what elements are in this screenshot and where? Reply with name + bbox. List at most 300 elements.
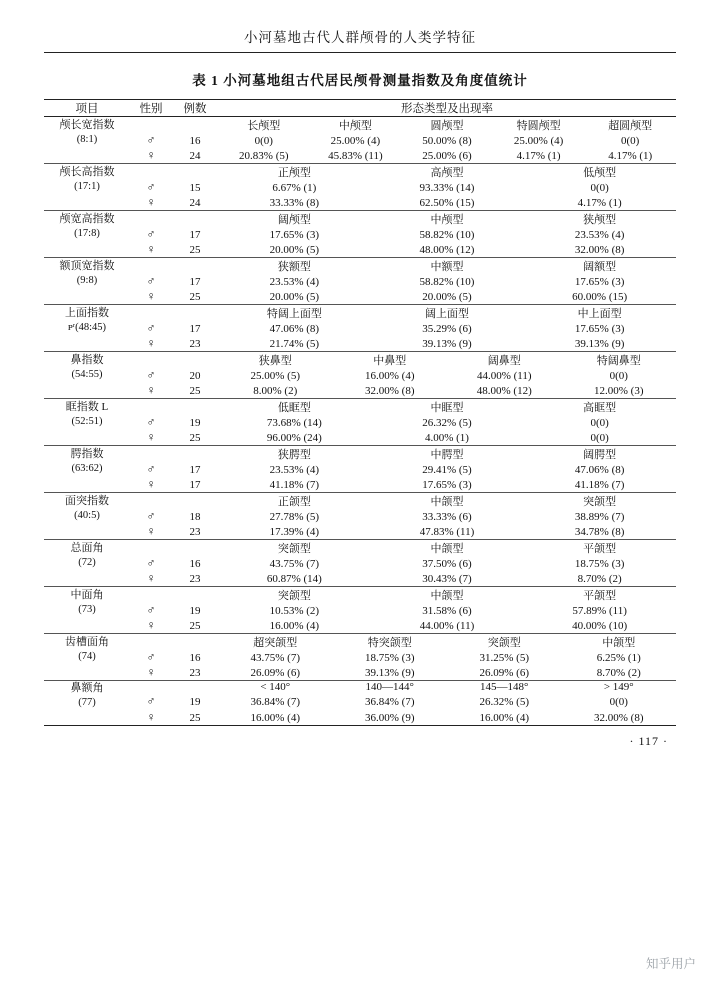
type-row-n-spacer (172, 634, 218, 651)
type-label: 狭额型 (277, 261, 311, 273)
type-labels-cell (218, 446, 676, 463)
row-value: 43.75% (7) (250, 651, 300, 664)
type-label: 平颌型 (583, 543, 617, 555)
row-value: 44.00% (11) (419, 619, 475, 632)
row-value: 57.89% (11) (572, 604, 627, 617)
type-header-row (44, 164, 676, 181)
row-values-cell (218, 524, 676, 540)
type-row-sex-spacer (130, 681, 172, 694)
row-value: 4.17% (1) (516, 149, 561, 162)
row-value: 39.13% (9) (422, 337, 472, 350)
row-count: 23 (189, 337, 201, 350)
type-label: 145—148° (480, 681, 529, 694)
table-row (44, 180, 676, 195)
row-value: 20.83% (5) (239, 149, 289, 162)
type-labels-cell (218, 117, 676, 134)
table-row (44, 665, 676, 681)
type-labels-cell (218, 587, 676, 604)
header-item: 项目 (44, 100, 130, 117)
table-bottom-rule (44, 725, 676, 726)
row-item-label (44, 446, 130, 478)
row-value: 43.75% (7) (269, 557, 320, 570)
row-value: 10.53% (2) (269, 604, 320, 617)
type-label: > 149° (603, 681, 634, 694)
row-value: 33.33% (8) (269, 196, 320, 209)
item-code: (54:55) (71, 368, 103, 380)
type-label: 140—144° (365, 681, 414, 694)
type-label: 中腭型 (430, 449, 464, 461)
row-sex: ♂ (146, 274, 156, 288)
row-value: 4.17% (1) (577, 196, 622, 209)
row-item-spacer (44, 571, 130, 587)
row-count: 17 (189, 275, 201, 288)
row-value: 17.65% (3) (574, 275, 625, 288)
type-label: 阔腭型 (583, 449, 617, 461)
row-value: 0(0) (609, 695, 628, 708)
row-value: 18.75% (3) (574, 557, 625, 570)
row-value: 16.00% (4) (479, 711, 529, 724)
table-row (44, 710, 676, 725)
type-label: 中鼻型 (373, 355, 407, 367)
item-code: (77) (78, 696, 96, 708)
row-sex: ♂ (146, 227, 156, 241)
type-row-sex-spacer (130, 493, 172, 510)
row-value: 31.25% (5) (479, 651, 529, 664)
row-values-cell (218, 321, 676, 336)
running-head: 小河墓地古代人群颅骨的人类学特征 (244, 30, 476, 45)
type-label: 中颅型 (430, 214, 464, 226)
item-name: 额顶宽指数 (59, 259, 115, 272)
table-row (44, 148, 676, 164)
item-name: 上面指数 (65, 306, 109, 319)
type-labels-cell (218, 258, 676, 275)
row-value: 58.82% (10) (419, 228, 475, 241)
item-name: 颅宽高指数 (59, 212, 115, 225)
row-sex: ♀ (146, 524, 156, 538)
type-label: 中颌型 (430, 496, 464, 508)
type-header-row (44, 305, 676, 322)
row-sex: ♀ (146, 665, 156, 679)
row-value: 25.00% (5) (250, 369, 300, 382)
row-value: 8.70% (2) (596, 666, 641, 679)
type-label: 狭腭型 (277, 449, 311, 461)
type-row-n-spacer (172, 587, 218, 604)
table-row (44, 336, 676, 352)
row-item-spacer (44, 289, 130, 305)
item-code: (73) (78, 603, 96, 615)
type-row-n-spacer (172, 117, 218, 134)
row-value: 36.84% (7) (250, 695, 300, 708)
type-labels-cell (218, 211, 676, 228)
type-label: 阔上面型 (424, 308, 469, 320)
row-count: 19 (189, 604, 201, 617)
row-values-cell (218, 336, 676, 352)
row-value: 0(0) (590, 431, 609, 444)
row-count: 16 (189, 134, 201, 147)
row-values-cell (218, 227, 676, 242)
row-value: 17.65% (3) (574, 322, 625, 335)
row-value: 26.09% (6) (479, 666, 529, 679)
row-value: 0(0) (254, 134, 273, 147)
table-row (44, 524, 676, 540)
row-value: 93.33% (14) (419, 181, 475, 194)
row-item-spacer (44, 195, 130, 211)
type-labels-cell (218, 634, 676, 651)
item-name: 齿槽面角 (65, 635, 109, 648)
row-value: 33.33% (6) (422, 510, 472, 523)
row-count: 25 (189, 290, 201, 303)
type-label: 阔颅型 (277, 214, 311, 226)
item-name: 颅长宽指数 (59, 118, 115, 131)
row-values-cell (218, 618, 676, 634)
table-header-row (44, 100, 676, 117)
row-count: 20 (189, 369, 201, 382)
type-label: 圆颅型 (430, 120, 464, 132)
row-item-label (44, 352, 130, 384)
row-values-cell (218, 383, 676, 399)
type-row-sex-spacer (130, 352, 172, 369)
row-value: 20.00% (5) (422, 290, 472, 303)
row-count: 15 (189, 181, 201, 194)
row-value: 39.13% (9) (365, 666, 415, 679)
type-row-n-spacer (172, 681, 218, 694)
row-value: 16.00% (4) (250, 711, 300, 724)
type-header-row (44, 681, 676, 694)
row-count: 16 (189, 651, 201, 664)
type-row-n-spacer (172, 164, 218, 181)
row-value: 0(0) (590, 416, 609, 429)
row-item-spacer (44, 524, 130, 540)
type-label: 高眶型 (583, 402, 617, 414)
row-value: 25.00% (4) (513, 134, 564, 147)
row-item-label (44, 493, 130, 525)
type-label: 中额型 (430, 261, 464, 273)
row-values-cell (218, 665, 676, 681)
table-row (44, 195, 676, 211)
type-labels-cell (218, 399, 676, 416)
row-count: 24 (189, 196, 201, 209)
item-name: 鼻指数 (70, 353, 104, 366)
type-label: 中眶型 (430, 402, 464, 414)
page-number: · 117 · (629, 734, 668, 749)
type-label: 超圆颅型 (608, 120, 653, 132)
row-sex: ♀ (146, 618, 156, 632)
row-value: 0(0) (609, 369, 628, 382)
row-value: 47.06% (8) (269, 322, 320, 335)
row-item-spacer (44, 477, 130, 493)
type-label: 特圆颅型 (516, 120, 561, 132)
row-values-cell (218, 430, 676, 446)
row-sex: ♀ (146, 477, 156, 491)
row-value: 38.89% (7) (574, 510, 625, 523)
type-row-n-spacer (172, 493, 218, 510)
row-value: 0(0) (590, 181, 609, 194)
type-row-sex-spacer (130, 211, 172, 228)
row-values-cell (218, 603, 676, 618)
type-header-row (44, 540, 676, 557)
table-row (44, 618, 676, 634)
row-item-label (44, 117, 130, 149)
type-row-sex-spacer (130, 540, 172, 557)
row-value: 39.13% (9) (574, 337, 625, 350)
item-code: (52:51) (71, 415, 103, 427)
table-row (44, 242, 676, 258)
row-count: 17 (189, 228, 201, 241)
type-label: 特阔鼻型 (596, 355, 641, 367)
type-row-n-spacer (172, 399, 218, 416)
type-header-row (44, 446, 676, 463)
type-header-row (44, 117, 676, 134)
row-value: 21.74% (5) (269, 337, 320, 350)
type-labels-cell (218, 164, 676, 181)
type-label: 突颌型 (277, 543, 311, 555)
type-row-sex-spacer (130, 399, 172, 416)
type-label: 中颅型 (338, 120, 372, 132)
row-value: 16.00% (4) (269, 619, 320, 632)
table-row (44, 430, 676, 446)
row-item-label (44, 258, 130, 290)
row-item-label (44, 399, 130, 431)
type-label: 狭颅型 (583, 214, 617, 226)
row-count: 23 (189, 525, 201, 538)
type-header-row (44, 211, 676, 228)
row-value: 6.67% (1) (272, 181, 317, 194)
type-header-row (44, 352, 676, 369)
type-label: 突颌型 (277, 590, 311, 602)
row-value: 58.82% (10) (419, 275, 475, 288)
type-row-sex-spacer (130, 164, 172, 181)
row-item-spacer (44, 430, 130, 446)
header-sex: 性别 (130, 100, 172, 117)
type-header-row (44, 258, 676, 275)
row-values-cell (218, 556, 676, 571)
row-value: 18.75% (3) (365, 651, 415, 664)
row-sex: ♀ (146, 710, 156, 725)
row-sex: ♂ (146, 556, 156, 570)
row-values-cell (218, 289, 676, 305)
type-header-row (44, 587, 676, 604)
type-label: 突颌型 (583, 496, 617, 508)
row-value: 36.00% (9) (365, 711, 415, 724)
row-value: 6.25% (1) (596, 651, 641, 664)
type-label: 突颌型 (487, 637, 521, 649)
header-n: 例数 (172, 100, 218, 117)
row-count: 17 (189, 463, 201, 476)
row-item-label (44, 681, 130, 711)
row-value: 26.32% (5) (479, 695, 529, 708)
row-item-label (44, 164, 130, 196)
row-item-label (44, 634, 130, 666)
type-labels-cell (218, 352, 676, 369)
row-count: 16 (189, 557, 201, 570)
type-row-n-spacer (172, 211, 218, 228)
type-label: 阔鼻型 (487, 355, 521, 367)
type-labels-cell (218, 493, 676, 510)
row-count: 19 (189, 416, 201, 429)
row-count: 17 (189, 478, 201, 491)
type-label: 超突颌型 (253, 637, 298, 649)
item-name: 眶指数 L (65, 400, 109, 413)
type-label: < 140° (260, 681, 291, 694)
row-value: 37.50% (6) (422, 557, 472, 570)
row-sex: ♂ (146, 462, 156, 476)
row-value: 20.00% (5) (269, 290, 320, 303)
row-sex: ♀ (146, 430, 156, 444)
item-code: (40:5) (74, 509, 100, 521)
type-row-sex-spacer (130, 446, 172, 463)
item-name: 总面角 (70, 541, 104, 554)
table-row (44, 383, 676, 399)
item-code: (17:8) (74, 227, 100, 239)
row-value: 40.00% (10) (572, 619, 628, 632)
row-value: 17.65% (3) (269, 228, 320, 241)
type-label: 狭鼻型 (258, 355, 292, 367)
table-row (44, 368, 676, 383)
row-values-cell (218, 133, 676, 148)
type-label: 特阔上面型 (266, 308, 322, 320)
row-value: 0(0) (621, 134, 640, 147)
item-code: (8:1) (76, 133, 98, 145)
row-value: 17.39% (4) (269, 525, 320, 538)
item-code: (72) (78, 556, 96, 568)
row-values-cell (218, 415, 676, 430)
row-sex: ♂ (146, 509, 156, 523)
table-row (44, 603, 676, 618)
row-value: 60.87% (14) (266, 572, 322, 585)
type-row-sex-spacer (130, 587, 172, 604)
table-row (44, 462, 676, 477)
row-value: 48.00% (12) (419, 243, 475, 256)
type-label: 正颌型 (277, 496, 311, 508)
row-value: 35.29% (6) (422, 322, 472, 335)
row-sex: ♀ (146, 289, 156, 303)
row-value: 32.00% (8) (365, 384, 415, 397)
row-value: 23.53% (4) (269, 275, 320, 288)
table-row (44, 321, 676, 336)
table-row (44, 694, 676, 710)
type-labels-cell (218, 681, 676, 694)
row-item-spacer (44, 665, 130, 681)
row-value: 45.83% (11) (328, 149, 383, 162)
type-row-sex-spacer (130, 634, 172, 651)
row-count: 25 (189, 431, 201, 444)
table-row (44, 477, 676, 493)
item-name: 腭指数 (70, 447, 104, 460)
row-value: 4.00% (1) (424, 431, 469, 444)
row-count: 25 (189, 619, 201, 632)
table-title: 表 1 小河墓地组古代居民颅骨测量指数及角度值统计 (192, 73, 528, 88)
row-values-cell (218, 274, 676, 289)
row-value: 26.32% (5) (422, 416, 472, 429)
type-row-sex-spacer (130, 305, 172, 322)
item-name: 颅长高指数 (59, 165, 115, 178)
row-value: 41.18% (7) (269, 478, 320, 491)
row-value: 41.18% (7) (574, 478, 625, 491)
type-label: 中上面型 (577, 308, 622, 320)
row-item-label (44, 305, 130, 337)
row-values-cell (218, 509, 676, 524)
row-count: 18 (189, 510, 201, 523)
row-count: 25 (189, 384, 201, 397)
row-values-cell (218, 148, 676, 164)
type-labels-cell (218, 305, 676, 322)
row-values-cell (218, 462, 676, 477)
row-value: 12.00% (3) (594, 384, 644, 397)
row-value: 48.00% (12) (476, 384, 532, 397)
row-sex: ♂ (146, 180, 156, 194)
watermark: 知乎用户 (645, 957, 696, 971)
row-sex: ♂ (146, 650, 156, 664)
row-count: 19 (189, 695, 201, 708)
table-row (44, 289, 676, 305)
row-value: 25.00% (6) (422, 149, 472, 162)
item-name: 面突指数 (65, 494, 109, 507)
row-value: 47.06% (8) (574, 463, 625, 476)
row-count: 25 (189, 711, 201, 724)
type-label: 高颅型 (430, 167, 464, 179)
row-value: 31.58% (6) (422, 604, 472, 617)
row-sex: ♂ (146, 368, 156, 382)
table-row (44, 133, 676, 148)
row-value: 27.78% (5) (269, 510, 320, 523)
type-label: 低颅型 (583, 167, 617, 179)
row-value: 20.00% (5) (269, 243, 320, 256)
row-value: 23.53% (4) (269, 463, 320, 476)
row-item-spacer (44, 148, 130, 164)
row-values-cell (218, 368, 676, 383)
table-row (44, 509, 676, 524)
row-values-cell (218, 195, 676, 211)
row-sex: ♂ (146, 133, 156, 147)
row-values-cell (218, 242, 676, 258)
row-value: 8.00% (2) (253, 384, 298, 397)
row-value: 26.09% (6) (250, 666, 300, 679)
row-item-spacer (44, 618, 130, 634)
row-item-label (44, 587, 130, 619)
row-value: 96.00% (24) (266, 431, 322, 444)
row-value: 60.00% (15) (572, 290, 628, 303)
row-value: 8.70% (2) (577, 572, 622, 585)
row-value: 50.00% (8) (422, 134, 472, 147)
type-header-row (44, 493, 676, 510)
type-row-n-spacer (172, 352, 218, 369)
row-value: 17.65% (3) (422, 478, 472, 491)
row-sex: ♀ (146, 571, 156, 585)
row-values-cell (218, 180, 676, 195)
type-row-n-spacer (172, 446, 218, 463)
row-item-label (44, 211, 130, 243)
type-header-row (44, 634, 676, 651)
type-row-sex-spacer (130, 258, 172, 275)
type-label: 中颌型 (430, 543, 464, 555)
item-code: (74) (78, 650, 96, 662)
table-row (44, 274, 676, 289)
row-values-cell (218, 650, 676, 665)
row-sex: ♀ (146, 195, 156, 209)
type-label: 特突颌型 (367, 637, 412, 649)
row-sex: ♂ (146, 603, 156, 617)
row-sex: ♀ (146, 336, 156, 350)
row-count: 23 (189, 666, 201, 679)
row-value: 30.43% (7) (422, 572, 472, 585)
row-sex: ♂ (146, 694, 156, 709)
type-label: 中颌型 (430, 590, 464, 602)
item-code: (9:8) (76, 274, 98, 286)
row-sex: ♂ (146, 415, 156, 429)
row-value: 32.00% (8) (594, 711, 644, 724)
item-name: 鼻额角 (70, 682, 104, 694)
row-item-spacer (44, 710, 130, 725)
